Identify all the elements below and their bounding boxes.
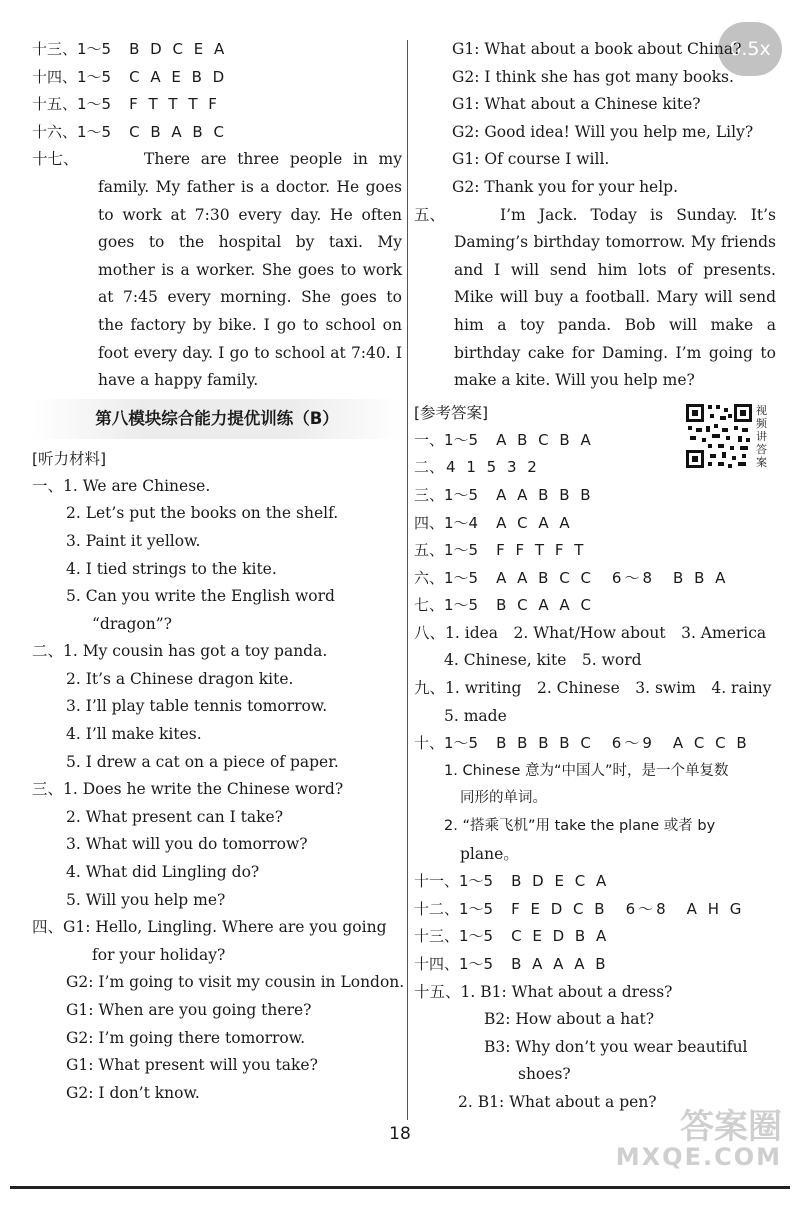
part-one: 一、1. We are Chinese. 2. Let’s put the books on the shelf. 3. Paint it yellow. 4. I tied strings to the kite. 5. Can you write the English word “dragon”? (32, 476, 339, 633)
answer-row: 一、1～5 A B C B A (414, 430, 594, 449)
answer-list: 一、1～5 A B C B A 二、 4 1 5 3 2 三、1～5 A A B B B 四、1～4 A C A A 五、1～5 F F T F T 六、1～5 A A B C C 6～8 B B A 七、1～5 B C A A C 八、1. idea 2. What/How about 3. America 4. Chinese, kite 5. word 九、1. writing 2. Chinese 3. swim 4. rainy 5. made 十、1～5 B B B B C 6～9 A C C B 1. Chinese 意为“中国人”时，是一个单复数 同形的单词。 2. “搭乘飞机”用 take the plane 或者 by plane。 十一、1～5 B D E C A 十二、1～5 F E D C B 6～8 A H G 十三、1～5 C E D B A 十四、1～5 B A A A B 十五、1. B1: What about a dress? B2: How about a hat? B3: Why don’t you wear beautiful shoes? 2. B1: What about a pen? (414, 427, 776, 1117)
watermark-logo: 答案圈 MXQE.COM (615, 1107, 782, 1171)
answer-row: 四、1～4 A C A A (414, 513, 573, 532)
answer-row: 五、1～5 F F T F T (414, 541, 587, 560)
q17-passage: There are three people in my family. My father is a doctor. He goes to work at 7:30 every day. He often goes to the hospital by taxi. My mother is a worker. She goes to work at 7:45 every morning. She goes to the factory by bike. I go to school on foot every day. I go to school at 7:40. I have a happy family. (98, 150, 402, 390)
q17-block (32, 146, 402, 394)
reference-answer-tag: [参考答案] (414, 403, 489, 422)
left-column (32, 36, 405, 1107)
part-four: 四、G1: Hello, Lingling. Where are you going for your holiday? G2: I’m going to visit my cousin in London. G1: When are you going there? G2: I’m going there tomorrow. G1: What present will you take? G2: I don’t know. (32, 918, 405, 1102)
answer-row: 十五、1. B1: What about a dress? (414, 982, 673, 1001)
answer-row: 六、1～5 A A B C C 6～8 B B A (414, 568, 729, 587)
zoom-badge[interactable]: 0.5x (718, 22, 782, 76)
answer-row: 八、1. idea 2. What/How about 3. America (414, 623, 767, 642)
qr-caption: 视频讲答案 (756, 404, 767, 469)
answer-row: 七、1～5 B C A A C (414, 596, 594, 615)
listening-tag: [听力材料] (32, 449, 107, 468)
answer-row: 十三、1～5 B D C E A (32, 40, 228, 58)
answer-row: 十一、1～5 B D E C A (414, 872, 610, 891)
page-number: 18 (389, 1124, 411, 1144)
answer-row: 十四、1～5 C A E B D (32, 67, 228, 86)
q17-label: 十七、 (32, 150, 79, 169)
answer-row: 二、 4 1 5 3 2 (414, 458, 540, 477)
part-five-passage: 五、 I’m Jack. Today is Sunday. It’s Daming’s birthday tomorrow. My friends and I will send him lots of presents. Mike will buy a football. Mary will send him a toy panda. Bob will make a birthday cake for Daming. I’m going to make a kite. Will you help me? (414, 205, 776, 390)
answer-row: 十五、1～5 F T T T F (32, 95, 220, 114)
right-column (414, 36, 776, 1117)
part-two: 二、1. My cousin has got a toy panda. 2. It’s a Chinese dragon kite. 3. I’ll play table tennis tomorrow. 4. I’ll make kites. 5. I drew a cat on a piece of paper. (32, 642, 339, 771)
part-three: 三、1. Does he write the Chinese word? 2. What present can I take? 3. What will you do tomorrow? 4. What did Lingling do? 5. Will you help me? (32, 780, 344, 909)
answer-row: 十四、1～5 B A A A B (414, 955, 609, 973)
column-divider (407, 40, 408, 1120)
qr-code-icon[interactable] (684, 402, 754, 470)
answer-row: 九、1. writing 2. Chinese 3. swim 4. rainy (414, 679, 772, 698)
answer-row: 十、1～5 B B B B C 6～9 A C C B (414, 734, 750, 753)
answer-row: 十六、1～5 C B A B C (32, 122, 227, 141)
answer-row: 十二、1～5 F E D C B 6～8 A H G (414, 899, 745, 918)
answer-row: 三、1～5 A A B B B (414, 485, 594, 504)
dialog-continued: G1: What about a book about China? G2: I think she has got many books. G1: What about a Chinese kite? G2: Good idea! Will you help me, Lily? G1: Of course I will. G2: Thank you for your help. (452, 40, 754, 196)
bottom-rule (10, 1186, 790, 1189)
answer-row: 十三、1～5 C E D B A (414, 927, 610, 946)
section-title: 第八模块综合能力提优训练（B） (32, 399, 402, 439)
